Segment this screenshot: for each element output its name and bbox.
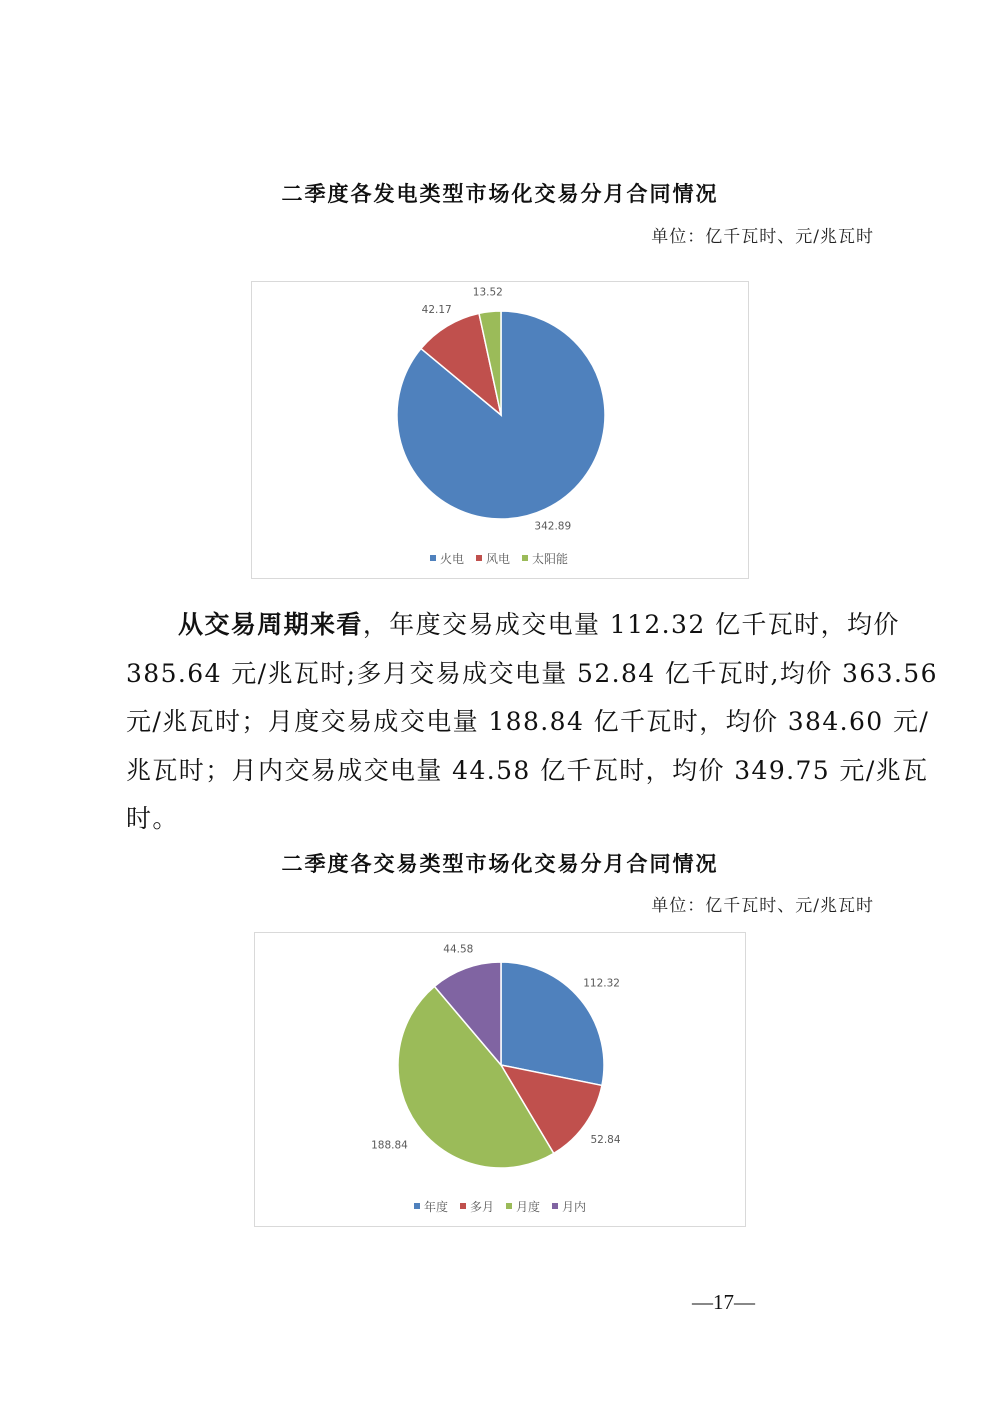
chart2-legend-label-0: 年度 — [424, 1200, 449, 1214]
chart1-data-label-1: 42.17 — [421, 304, 452, 316]
chart2-unit: 单位：亿千瓦时、元/兆瓦时 — [651, 896, 874, 916]
chart2-legend-swatch-0 — [414, 1203, 420, 1209]
chart1-box — [251, 281, 749, 579]
page-number: —17— — [692, 1290, 755, 1314]
chart2-data-label-0: 112.32 — [583, 977, 620, 990]
chart2-legend-label-2: 月度 — [516, 1200, 541, 1214]
para-line-4: 兆瓦时；月内交易成交电量 44.58 亿千瓦时，均价 349.75 元/兆瓦 — [126, 755, 929, 785]
chart2-legend-label-3: 月内 — [562, 1200, 587, 1214]
chart2-data-label-2: 188.84 — [371, 1139, 408, 1152]
chart2-legend-swatch-2 — [506, 1203, 512, 1209]
chart2-data-label-1: 52.84 — [590, 1134, 621, 1146]
chart2-pie — [255, 933, 745, 1226]
para-line-2: 385.64 元/兆瓦时;多月交易成交电量 52.84 亿千瓦时,均价 363.56 — [126, 658, 938, 688]
chart2-legend-label-1: 多月 — [470, 1200, 495, 1214]
para-line-3: 元/兆瓦时；月度交易成交电量 188.84 亿千瓦时，均价 384.60 元/ — [126, 707, 930, 736]
chart1-data-label-2: 13.52 — [472, 286, 503, 299]
para-line-5: 时。 — [126, 804, 179, 833]
chart2-box — [254, 932, 746, 1227]
chart1-data-label-0: 342.89 — [534, 520, 572, 533]
chart1-unit: 单位：亿千瓦时、元/兆瓦时 — [651, 227, 874, 247]
chart1-legend-label-1: 风电 — [486, 552, 511, 566]
chart2-title: 二季度各交易类型市场化交易分月合同情况 — [281, 852, 719, 876]
chart1-legend-swatch-0 — [430, 555, 436, 561]
chart1-legend-label-2: 太阳能 — [532, 552, 569, 566]
chart2-legend-swatch-1 — [460, 1203, 466, 1209]
chart2-legend-swatch-3 — [552, 1203, 558, 1209]
chart1-legend-label-0: 火电 — [440, 552, 465, 566]
chart1-legend-swatch-1 — [476, 555, 482, 561]
chart2-data-label-3: 44.58 — [443, 943, 474, 956]
chart1-legend-swatch-2 — [522, 555, 528, 561]
para-line-1: 从交易周期来看，年度交易成交电量 112.32 亿千瓦时，均价 — [178, 610, 900, 639]
para-lead: 从交易周期来看 — [178, 610, 363, 639]
chart1-pie — [252, 282, 748, 578]
chart1-title: 二季度各发电类型市场化交易分月合同情况 — [281, 182, 719, 206]
body-paragraph — [126, 601, 938, 844]
